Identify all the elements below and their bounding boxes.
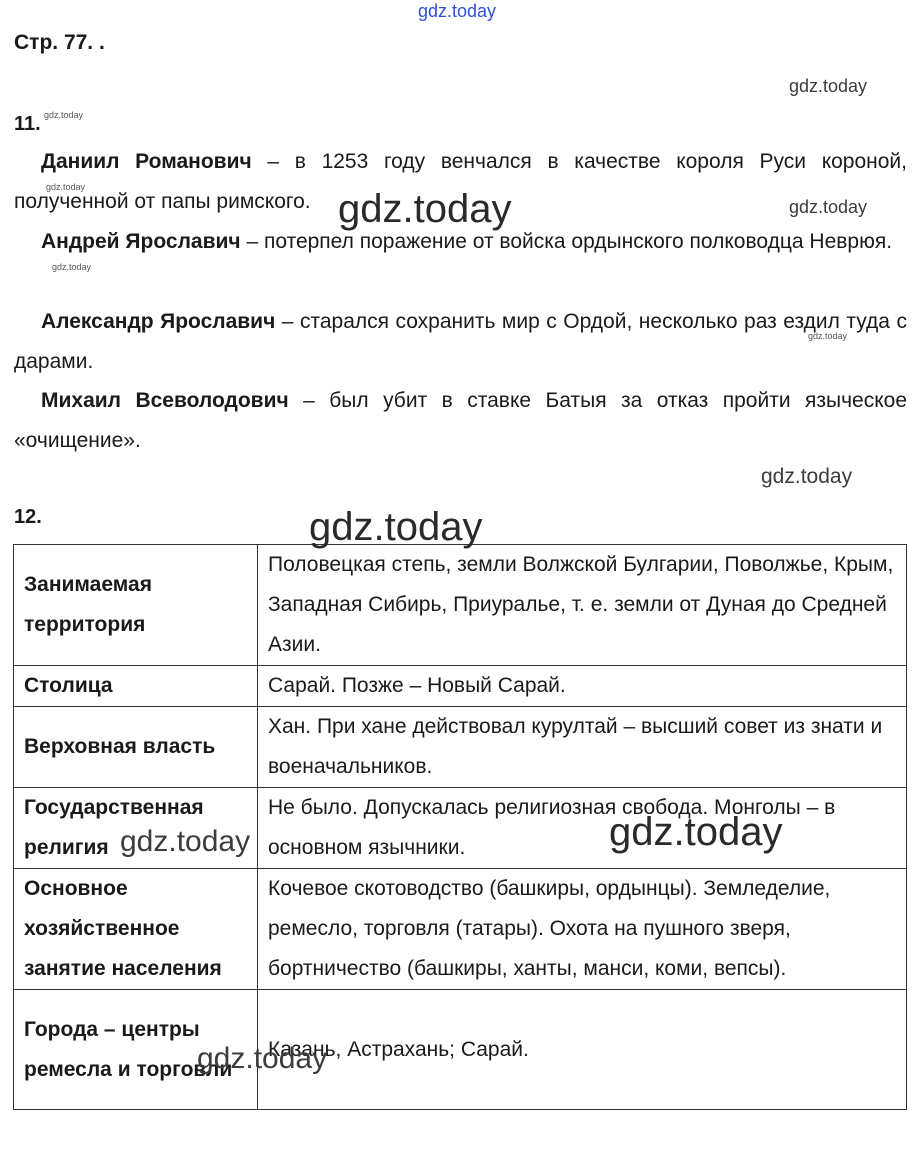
table-row-value: Не было. Допускалась религиозная свобода. Монголы – в основном язычники. [258, 788, 907, 869]
table-row-key: Основное хозяйственное занятие населения [14, 869, 258, 990]
table-row-key: Города – центры ремесла и торговли [14, 990, 258, 1110]
table-row [14, 545, 907, 666]
watermark: gdz.today [808, 331, 848, 341]
watermark: gdz.today [789, 197, 868, 217]
watermark: gdz.today [789, 76, 868, 96]
table-row-key: Столица [14, 666, 258, 707]
table-row [14, 707, 907, 788]
table-row-value: Казань, Астрахань; Сарай. [258, 990, 907, 1110]
watermark: gdz.today [46, 182, 86, 192]
person-name: Даниил Романович [41, 150, 252, 173]
person-name: Андрей Ярославич [41, 230, 241, 253]
paragraph-item [14, 302, 907, 382]
person-description: – в 1253 году венчался в качестве короля Руси короной, полученной от папы римского. [14, 150, 907, 213]
table-row-key: Верховная власть [14, 707, 258, 788]
section-number-12: 12. [14, 506, 42, 528]
section-number-11: 11. [14, 113, 41, 135]
table-row-value: Сарай. Позже – Новый Сарай. [258, 666, 907, 707]
watermark: gdz.today [44, 110, 84, 120]
watermark: gdz.today [338, 187, 512, 231]
table-row [14, 869, 907, 990]
person-description: – потерпел поражение от войска ордынского полководца Неврюя. [240, 230, 893, 253]
table-row-value: Кочевое скотоводство (башкиры, ордынцы). Земледелие, ремесло, торговля (татары). Охота на пушного зверя, бортничество (башкиры, ханты, манси, коми, вепсы). [258, 869, 907, 990]
watermark: gdz.today [609, 810, 783, 854]
page-title: Стр. 77. . [14, 31, 105, 54]
watermark-top: gdz.today [418, 1, 497, 21]
person-description: – старался сохранить мир с Ордой, несколько раз ездил туда с дарами. [14, 310, 907, 373]
table-row-value: Половецкая степь, земли Волжской Булгарии, Поволжье, Крым, Западная Сибирь, Приуралье, т. е. земли от Дуная до Средней Азии. [258, 545, 907, 666]
person-description: – был убит в ставке Батыя за отказ пройти языческое «очищение». [14, 389, 907, 452]
table-row-value: Хан. При хане действовал курултай – высший совет из знати и военачальников. [258, 707, 907, 788]
watermark: gdz.today [120, 825, 251, 858]
table-row-key: Занимаемая территория [14, 545, 258, 666]
person-name: Михаил Всеволодович [41, 389, 289, 412]
watermark: gdz.today [309, 505, 483, 549]
person-name: Александр Ярославич [41, 310, 276, 333]
watermark: gdz.today [197, 1042, 328, 1075]
table-row [14, 990, 907, 1110]
watermark: gdz.today [761, 465, 853, 488]
paragraph-item [14, 381, 907, 461]
table-row-key: Государственная религия [14, 788, 258, 869]
watermark: gdz.today [52, 262, 92, 272]
table-row [14, 666, 907, 707]
